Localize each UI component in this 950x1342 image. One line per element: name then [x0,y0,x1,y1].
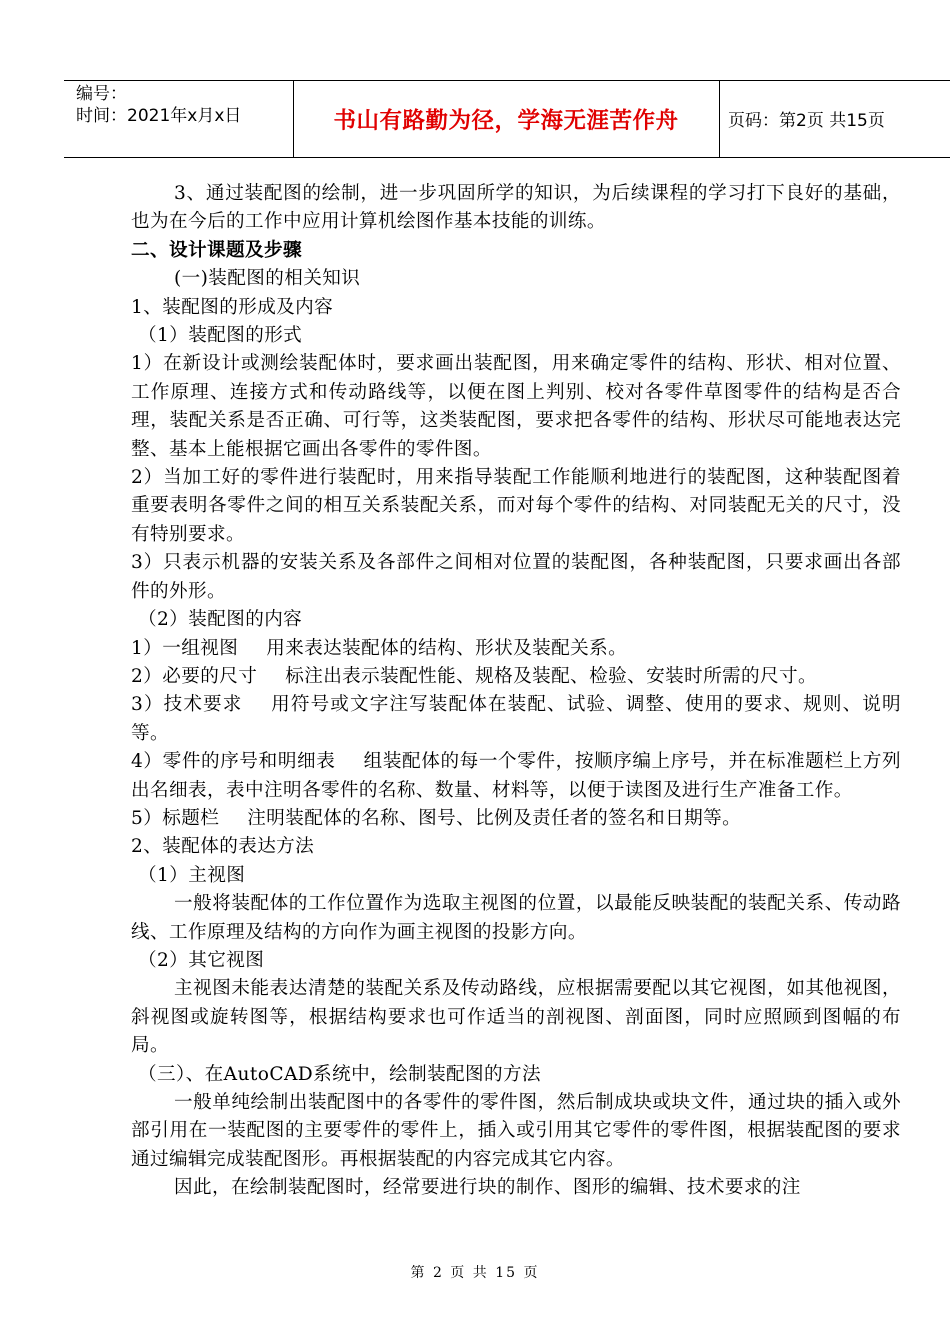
paragraph-form-3: 3）只表示机器的安装关系及各部件之间相对位置的装配图，各种装配图，只要求画出各部件的外形。 [131,552,901,602]
content-item-desc: 用符号或文字注写装配体在装配、试验、调整、使用的要求、规则、说明等。 [131,694,901,744]
header-divider-right [719,81,720,157]
paragraph-autocad-method: 一般单纯绘制出装配图中的各零件的零件图，然后制成块或块文件，通过块的插入或外部引用在一装配图的主要零件的零件上，插入或引用其它零件的零件图，根据装配图的要求通过编辑完成装配图形。再根据装配的内容完成其它内容。 [131,1092,901,1170]
page-header [64,80,950,158]
content-item-term: 5）标题栏 [131,807,220,829]
paragraph-other-views: 主视图未能表达清楚的装配关系及传动路线，应根据需要配以其它视图，如其他视图，斜视图或旋转图等，根据结构要求也可作适当的剖视图、剖面图，同时应照顾到图幅的布局。 [131,978,901,1057]
content-item-desc: 组装配体的每一个零件，按顺序编上序号，并在标准题栏上方列出名细表，表中注明各零件的名称、数量、材料等，以便于读图及进行生产准备工作。 [131,751,902,801]
content-item-term: 2）必要的尺寸 [131,665,258,687]
content-item-desc: 用来表达装配体的结构、形状及装配关系。 [266,637,628,659]
document-body [131,180,901,1203]
content-item-5 [131,805,901,833]
header-left-block [76,83,291,127]
content-item-term: 3）技术要求 [131,694,243,716]
topic-heading-1: 1、装配图的形成及内容 [131,296,334,318]
topic-heading-2: 2、装配体的表达方法 [131,836,315,858]
content-item-1 [131,635,901,663]
content-item-desc: 注明装配体的名称、图号、比例及责任者的签名和日期等。 [247,807,742,829]
header-page-number: 页码：第2页 共15页 [728,111,885,131]
topic-subheading-other-views: （2）其它视图 [138,949,265,971]
paragraph-form-1: 1）在新设计或测绘装配体时，要求画出装配图，用来确定零件的结构、形状、相对位置、工作原理、连接方式和传动路线等，以便在图上判别、校对各零件草图零件的结构是否合理，装配关系是否正确、可行等，这类装配图，要求把各零件的结构、形状尽可能地表达完整、基本上能根据它画出各零件的零件图。 [131,353,901,460]
topic-subheading-main-view: （1）主视图 [138,864,246,886]
subsection-heading-3: （三）、在AutoCAD系统中，绘制装配图的方法 [138,1063,542,1085]
page-footer: 第 2 页 共 15 页 [410,1265,540,1281]
content-item-3 [131,691,901,748]
content-item-desc: 标注出表示装配性能、规格及装配、检验、安装时所需的尺寸。 [285,665,818,687]
content-item-4 [131,748,901,805]
subsection-heading-1: (一)装配图的相关知识 [174,268,361,290]
header-motto: 书山有路勤为径，学海无涯苦作舟 [333,108,679,134]
document-number-label: 编号： [76,84,127,104]
content-item-term: 1）一组视图 [131,637,239,659]
paragraph-objective-3: 3、通过装配图的绘制，进一步巩固所学的知识，为后续课程的学习打下良好的基础，也为在今后的工作中应用计算机绘图作基本技能的训练。 [131,183,901,233]
paragraph-form-2: 2）当加工好的零件进行装配时，用来指导装配工作能顺利地进行的装配图，这种装配图着重要表明各零件之间的相互关系装配关系，而对每个零件的结构、对同装配无关的尺寸，没有特别要求。 [131,467,901,545]
section-heading-2: 二、设计课题及步骤 [131,239,302,261]
topic-subheading-content: （2）装配图的内容 [138,609,303,631]
paragraph-autocad-tasks: 因此，在绘制装配图时，经常要进行块的制作、图形的编辑、技术要求的注 [174,1177,801,1199]
content-item-term: 4）零件的序号和明细表 [131,751,336,773]
topic-subheading-form: （1）装配图的形式 [138,325,303,347]
document-date-label: 时间：2021年x月x日 [76,106,242,126]
content-item-2 [131,663,901,691]
paragraph-main-view: 一般将装配体的工作位置作为选取主视图的位置，以最能反映装配的装配关系、传动路线、工作原理及结构的方向作为画主视图的投影方向。 [131,893,901,943]
